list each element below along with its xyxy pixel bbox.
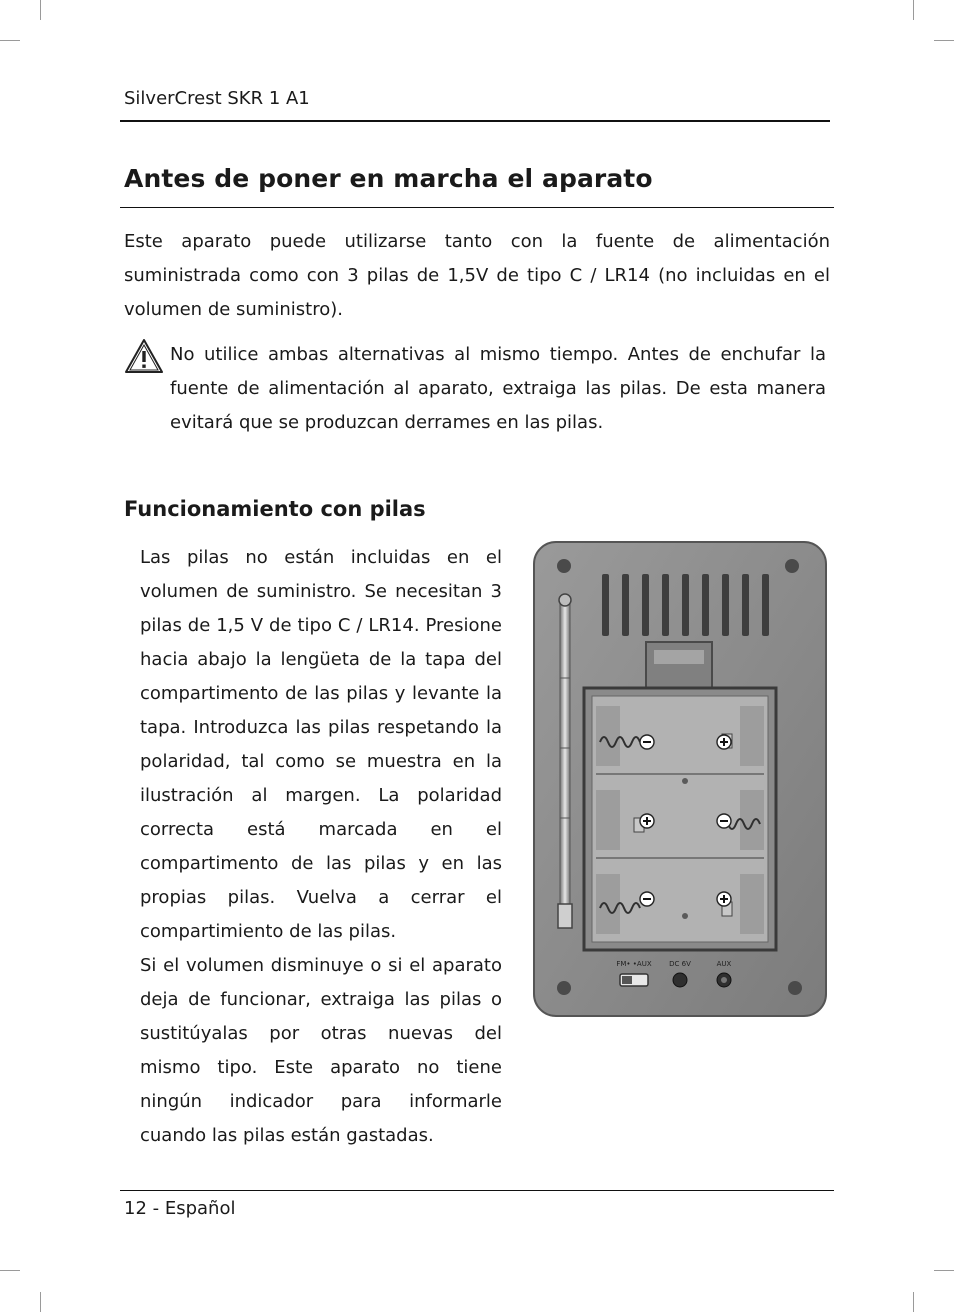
crop-mark — [913, 1292, 914, 1312]
crop-mark — [40, 1292, 41, 1312]
battery-paragraph-2: Si el volumen disminuye o si el aparato deja de funcionar, extraiga las pilas o sustitúyalas por otras nuevas del mismo tipo. Este aparato no tiene ningún indicador para informarle cuando las pilas están gastadas. — [140, 955, 502, 1146]
dc-in-label: DC 6V — [669, 960, 691, 968]
warning-triangle-icon — [124, 338, 164, 374]
crop-mark — [40, 0, 41, 20]
warning-text: No utilice ambas alternativas al mismo tiempo. Antes de enchufar la fuente de alimentación al aparato, extraiga las pilas. De esta manera evitará que se produzcan derrames en las pilas. — [170, 344, 826, 433]
crop-mark — [934, 40, 954, 41]
crop-mark — [913, 0, 914, 20]
crop-mark — [0, 1270, 20, 1271]
page-number: 12 - Español — [124, 1198, 236, 1219]
crop-mark — [934, 1270, 954, 1271]
header-rule — [120, 120, 830, 122]
crop-mark — [0, 40, 20, 41]
footer-rule — [120, 1190, 834, 1191]
battery-compartment-illustration — [530, 538, 830, 1020]
aux-label: AUX — [716, 960, 732, 968]
intro-paragraph: Este aparato puede utilizarse tanto con la fuente de alimentación suministrada como con 3 pilas de 1,5V de tipo C / LR14 (no incluidas en el volumen de suministro). — [124, 231, 830, 320]
switch-label: FM• •AUX — [616, 960, 652, 968]
running-header: SilverCrest SKR 1 A1 — [124, 88, 310, 109]
section-title: Antes de poner en marcha el aparato — [124, 164, 653, 193]
subsection-title: Funcionamiento con pilas — [124, 497, 426, 521]
section-title-rule — [120, 207, 834, 208]
battery-paragraph-1: Las pilas no están incluidas en el volumen de suministro. Se necesitan 3 pilas de 1,5 V de tipo C / LR14. Presione hacia abajo la lengüeta de la tapa del compartimento de las pilas y levante la tapa. Introduzca las pilas respetando la polaridad, tal como se muestra en la ilustración al margen. La polaridad correcta está marcada en el compartimento de las pilas y en las propias pilas. Vuelva a cerrar el compartimiento de las pilas. — [140, 547, 502, 942]
